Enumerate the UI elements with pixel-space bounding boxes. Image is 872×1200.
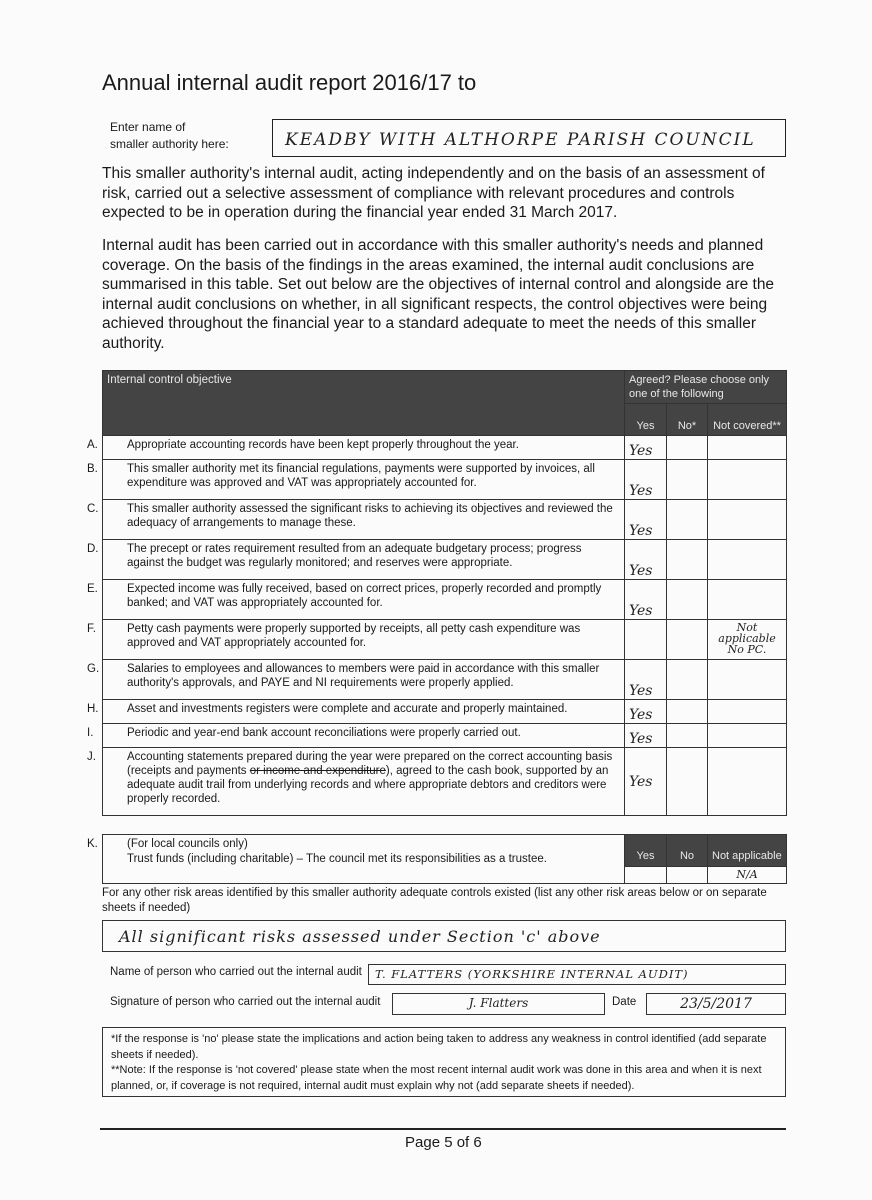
header-no: No* (667, 404, 708, 436)
answer-yes-cell[interactable] (625, 620, 667, 660)
table-row: B. This smaller authority met its financial regulations, payments were supported by invoices, all expenditure was approved and VAT was appropriately accounted for. Yes (103, 460, 787, 500)
answer-yes-cell[interactable]: Yes (625, 700, 667, 724)
table-row: E. Expected income was fully received, based on correct prices, properly recorded and promptly banked; and VAT was appropriately accounted for. Yes (103, 580, 787, 620)
header-objective: Internal control objective (103, 371, 625, 436)
answer-not-covered-cell[interactable] (708, 500, 787, 540)
k-header-not-applicable: Not applicable (708, 835, 787, 867)
other-risks-label: For any other risk areas identified by this smaller authority adequate controls existed (list any other risk areas below or on separate sheets if needed) (102, 887, 767, 914)
k-answer-no-cell[interactable] (667, 867, 708, 884)
answer-yes-cell[interactable]: Yes (625, 660, 667, 700)
k-header-no: No (667, 835, 708, 867)
answer-yes-cell[interactable]: Yes (625, 540, 667, 580)
footer-rule (100, 1128, 786, 1130)
footnote-not-covered: **Note: If the response is 'not covered' please state when the most recent internal audit work was done in this area and when it is next planned, or, if coverage is not required, internal audit must explain why not (add separate sheets if needed). (111, 1064, 762, 1092)
struck-text: or income and expenditure (249, 765, 386, 777)
table-row: C. This smaller authority assessed the significant risks to achieving its objectives and reviewed the adequacy of arrangements to manage these. Yes (103, 500, 787, 540)
other-risks-field[interactable]: All significant risks assessed under Section 'c' above (102, 920, 786, 952)
table-row: H. Asset and investments registers were complete and accurate and properly maintained. Yes (103, 700, 787, 724)
trust-funds-table (87, 834, 787, 884)
page-title: Annual internal audit report 2016/17 to (102, 70, 477, 95)
intro-paragraph-1: This smaller authority's internal audit, acting independently and on the basis of an assessment of risk, carried out a selective assessment of compliance with relevant procedures and controls expected to be in operation during the financial year ended 31 March 2017. (102, 165, 765, 221)
intro-paragraph-2: Internal audit has been carried out in accordance with this smaller authority's needs and planned coverage. On the basis of the findings in the areas examined, the internal audit conclusions are summarised in this table. Set out below are the objectives of internal control and alongside are the internal audit conclusions on whether, in all significant respects, the control objectives were being achieved throughout the financial year to a standard adequate to meet the needs of this smaller authority. (102, 237, 775, 352)
page-number: Page 5 of 6 (405, 1134, 482, 1151)
auditor-signature-label: Signature of person who carried out the internal audit (110, 996, 381, 1008)
answer-not-covered-cell[interactable] (708, 748, 787, 816)
answer-yes-cell[interactable]: Yes (625, 580, 667, 620)
answer-not-covered-cell[interactable] (708, 436, 787, 460)
answer-not-covered-cell[interactable] (708, 580, 787, 620)
header-agreed: Agreed? Please choose only one of the following (625, 371, 787, 404)
table-row: F. Petty cash payments were properly supported by receipts, all petty cash expenditure was approved and VAT appropriately accounted for. Not applicable No PC. (103, 620, 787, 660)
answer-no-cell[interactable] (667, 540, 708, 580)
answer-no-cell[interactable] (667, 724, 708, 748)
table-row: A. Appropriate accounting records have been kept properly throughout the year. Yes (103, 436, 787, 460)
auditor-name-field[interactable]: T. FLATTERS (YORKSHIRE INTERNAL AUDIT) (368, 964, 786, 985)
answer-yes-cell[interactable]: Yes (625, 748, 667, 816)
answer-not-covered-cell[interactable] (708, 460, 787, 500)
k-answer-yes-cell[interactable] (625, 867, 667, 884)
answer-not-covered-cell[interactable] (708, 660, 787, 700)
answer-not-covered-cell[interactable] (708, 724, 787, 748)
answer-not-covered-cell[interactable] (708, 540, 787, 580)
authority-name-label: Enter name of smaller authority here: (110, 120, 229, 151)
authority-name-field[interactable]: KEADBY WITH ALTHORPE PARISH COUNCIL (272, 119, 786, 157)
date-field[interactable]: 23/5/2017 (646, 993, 786, 1015)
answer-no-cell[interactable] (667, 748, 708, 816)
footnotes (102, 1027, 786, 1097)
answer-no-cell[interactable] (667, 436, 708, 460)
answer-no-cell[interactable] (667, 700, 708, 724)
header-yes: Yes (625, 404, 667, 436)
answer-not-covered-cell[interactable]: Not applicable No PC. (708, 620, 787, 660)
table-row: D. The precept or rates requirement resulted from an adequate budgetary process; progress against the budget was regularly monitored; and reserves were appropriate. Yes (103, 540, 787, 580)
answer-no-cell[interactable] (667, 660, 708, 700)
answer-yes-cell[interactable]: Yes (625, 436, 667, 460)
trust-funds-objective: K. (For local councils only) Trust funds (including charitable) – The council met its responsibilities as a trustee. (103, 835, 625, 884)
auditor-signature-field[interactable]: J. Flatters (392, 993, 605, 1015)
answer-no-cell[interactable] (667, 580, 708, 620)
table-row: J. Accounting statements prepared during the year were prepared on the correct accounting basis (receipts and payments or income and expenditure), agreed to the cash book, supported by an adequate audit trail from underlying records and where appropriate debtors and creditors were properly recorded. Yes (103, 748, 787, 816)
answer-yes-cell[interactable]: Yes (625, 460, 667, 500)
auditor-name-label: Name of person who carried out the internal audit (110, 966, 362, 978)
header-not-covered: Not covered** (708, 404, 787, 436)
answer-yes-cell[interactable]: Yes (625, 724, 667, 748)
table-row: I. Periodic and year-end bank account reconciliations were properly carried out. Yes (103, 724, 787, 748)
table-row: G. Salaries to employees and allowances to members were paid in accordance with this smaller authority's approvals, and PAYE and NI requirements were properly applied. Yes (103, 660, 787, 700)
internal-control-table (87, 370, 787, 816)
k-header-yes: Yes (625, 835, 667, 867)
answer-not-covered-cell[interactable] (708, 700, 787, 724)
answer-yes-cell[interactable]: Yes (625, 500, 667, 540)
answer-no-cell[interactable] (667, 500, 708, 540)
answer-no-cell[interactable] (667, 460, 708, 500)
k-answer-na-cell[interactable]: N/A (708, 867, 787, 884)
footnote-no: *If the response is 'no' please state the implications and action being taken to address any weakness in control identified (add separate sheets if needed). (111, 1033, 767, 1061)
date-label: Date (612, 996, 637, 1008)
answer-no-cell[interactable] (667, 620, 708, 660)
